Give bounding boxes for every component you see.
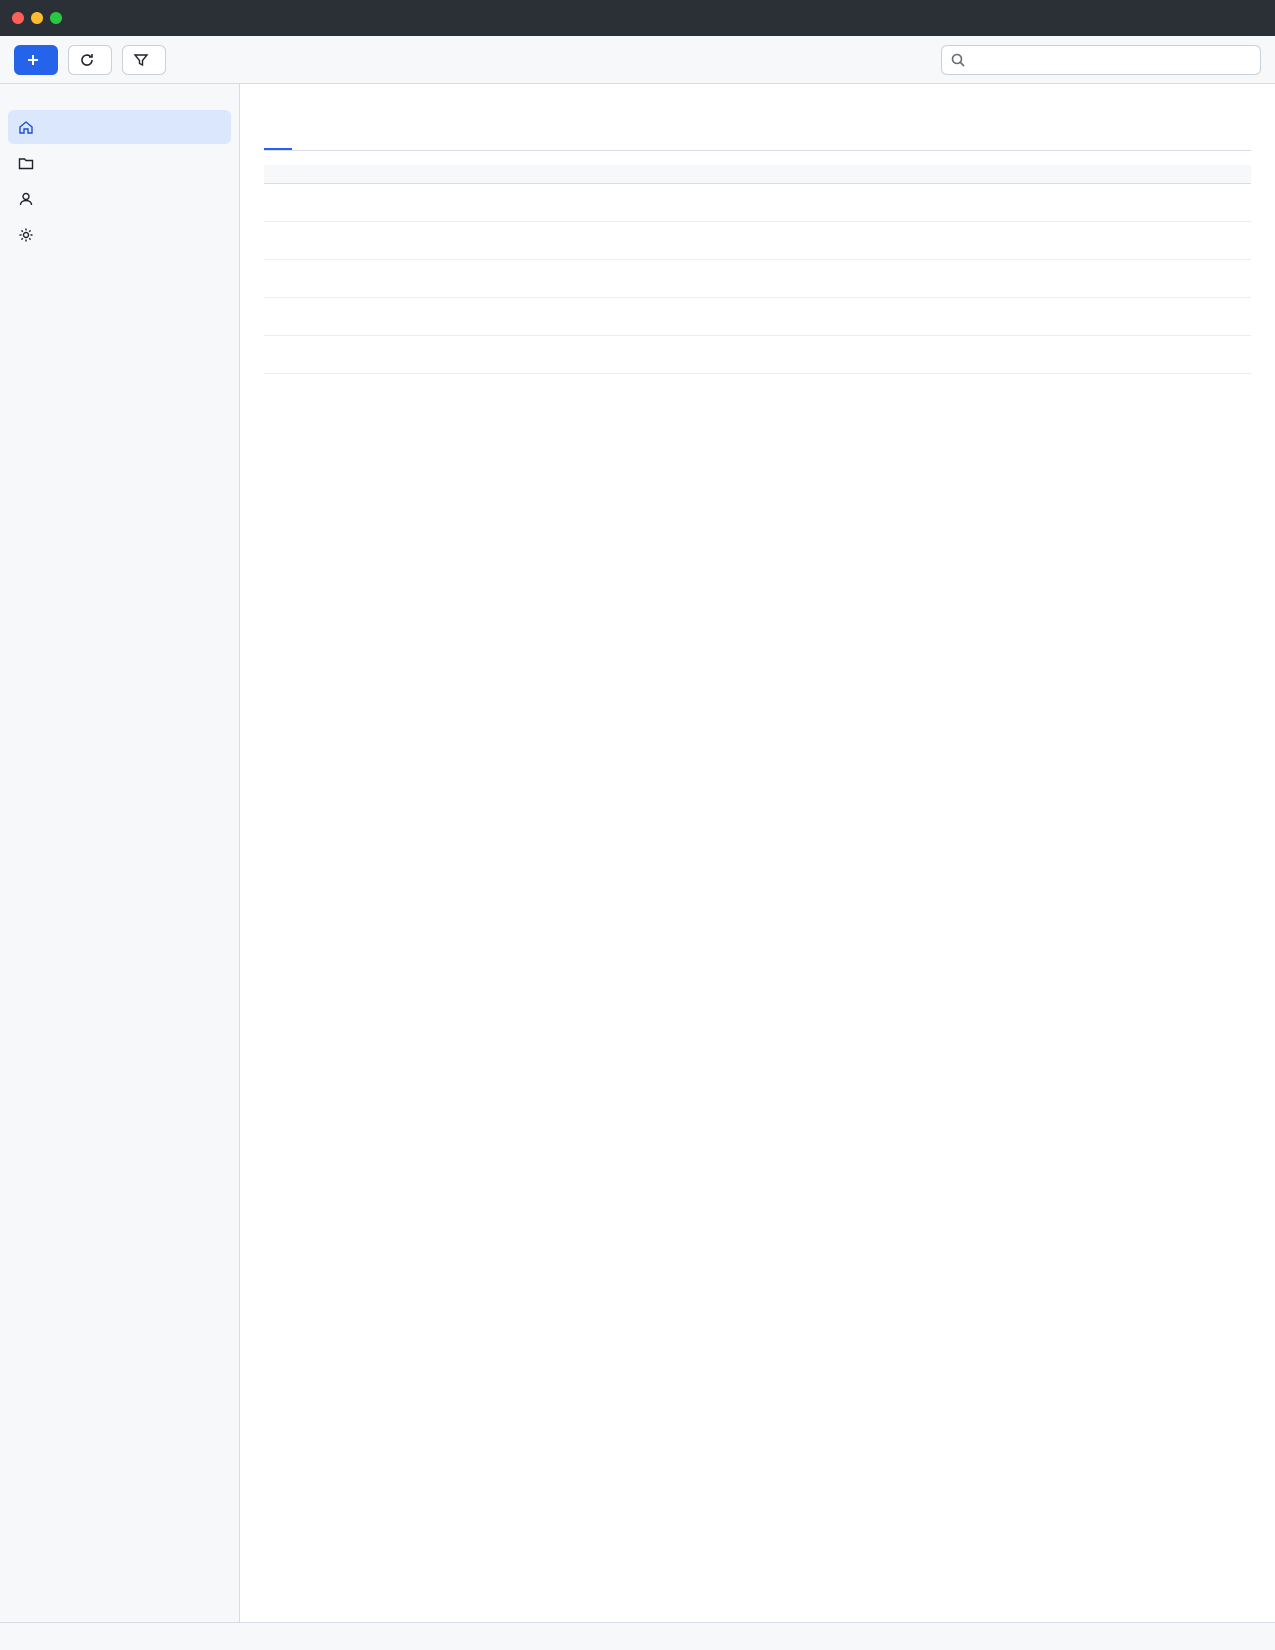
column-header[interactable] [264, 165, 511, 184]
sidebar-item-4[interactable] [8, 218, 231, 252]
maximize-window-button[interactable] [50, 12, 62, 24]
table-cell [758, 222, 1005, 260]
filter-icon [133, 52, 149, 68]
table-cell [1004, 298, 1251, 336]
refresh-icon [79, 52, 95, 68]
table-cell [1004, 336, 1251, 374]
plus-icon [25, 52, 41, 68]
tab-2[interactable] [296, 132, 324, 150]
column-header[interactable] [511, 165, 758, 184]
table-cell [511, 184, 758, 222]
window-controls [12, 12, 62, 24]
app-body [0, 84, 1275, 1622]
table-body [264, 184, 1251, 374]
table-header [264, 165, 1251, 184]
folder-icon [18, 155, 34, 171]
toolbar-button-3[interactable] [122, 45, 166, 75]
table-cell [511, 336, 758, 374]
column-header[interactable] [758, 165, 1005, 184]
status-bar [0, 1622, 1275, 1650]
tab-1[interactable] [264, 132, 292, 150]
search-box[interactable] [941, 45, 1261, 75]
sidebar-item-1[interactable] [8, 110, 231, 144]
table-cell [758, 260, 1005, 298]
table-cell [511, 260, 758, 298]
table-row[interactable] [264, 298, 1251, 336]
table-cell [758, 336, 1005, 374]
gear-icon [18, 227, 34, 243]
table-cell [758, 184, 1005, 222]
column-header[interactable] [1004, 165, 1251, 184]
table-row[interactable] [264, 184, 1251, 222]
table-cell [511, 222, 758, 260]
main-content [240, 84, 1275, 1622]
table-row[interactable] [264, 222, 1251, 260]
minimize-window-button[interactable] [31, 12, 43, 24]
user-icon [18, 191, 34, 207]
toolbar [0, 36, 1275, 84]
table-cell [264, 298, 511, 336]
table-row[interactable] [264, 336, 1251, 374]
tab-strip [264, 132, 1251, 151]
table-cell [1004, 260, 1251, 298]
sidebar [0, 84, 240, 1622]
tab-3[interactable] [328, 132, 356, 150]
toolbar-button-2[interactable] [68, 45, 112, 75]
sidebar-heading [8, 96, 231, 108]
table-header-row [264, 165, 1251, 184]
table-row[interactable] [264, 260, 1251, 298]
search-icon [950, 52, 966, 68]
table-cell [264, 260, 511, 298]
table-cell [1004, 184, 1251, 222]
search-input[interactable] [972, 52, 1252, 67]
table-cell [511, 298, 758, 336]
data-table [264, 165, 1251, 374]
title-bar [0, 0, 1275, 36]
sidebar-item-2[interactable] [8, 146, 231, 180]
table-cell [1004, 222, 1251, 260]
table-cell [264, 336, 511, 374]
sidebar-item-3[interactable] [8, 182, 231, 216]
close-window-button[interactable] [12, 12, 24, 24]
table-cell [758, 298, 1005, 336]
home-icon [18, 119, 34, 135]
toolbar-button-1[interactable] [14, 45, 58, 75]
table-cell [264, 222, 511, 260]
table-cell [264, 184, 511, 222]
